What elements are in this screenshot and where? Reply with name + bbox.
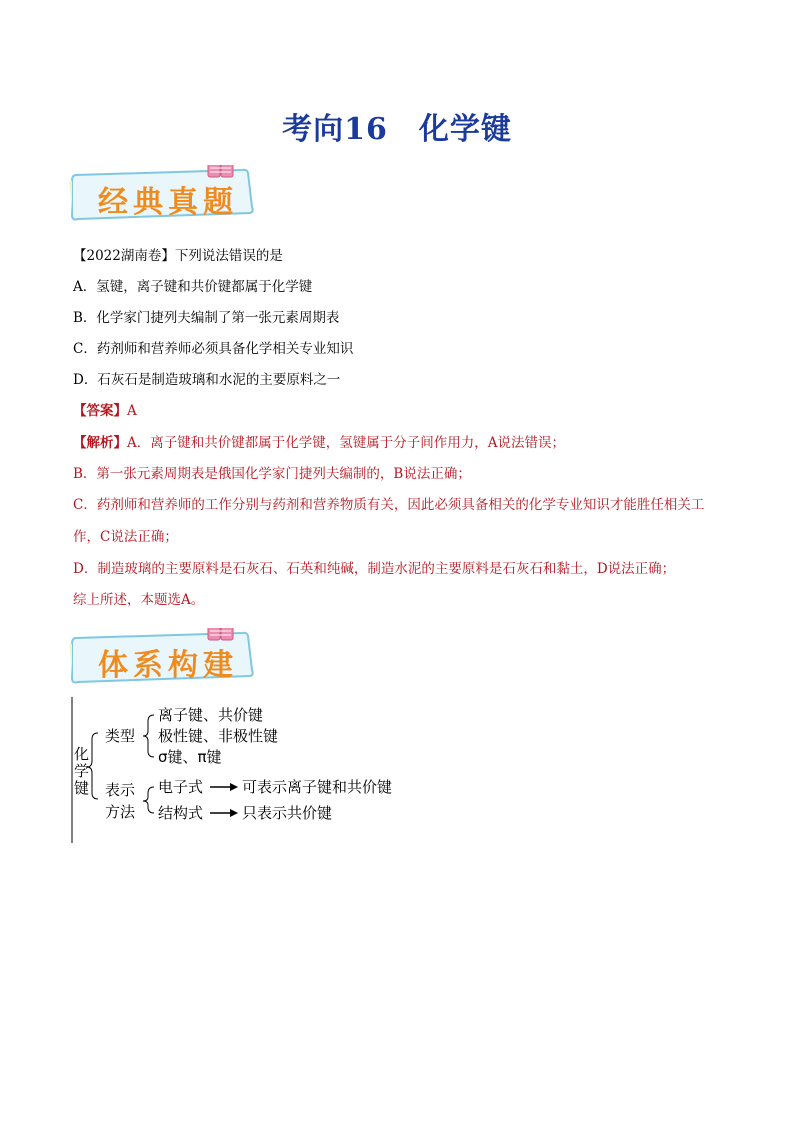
banner-title: 经典真题 bbox=[98, 185, 238, 220]
answer-line bbox=[73, 402, 137, 420]
analysis-line-5: D．制造玻璃的主要原料是石灰石、石英和纯碱，制造水泥的主要原料是石灰石和黏土，D说法正确； bbox=[73, 561, 676, 577]
type-item-3: σ键、π键 bbox=[158, 748, 222, 766]
repr-item-2-name: 结构式 bbox=[158, 804, 204, 822]
banner-title: 体系构建 bbox=[98, 648, 238, 683]
analysis-line-3: C．药剂师和营养师的工作分别与药剂和营养物质有关，因此必须具备相关的化学专业知识才能胜任相关工 bbox=[73, 497, 705, 513]
option-c: C．药剂师和营养师必须具备化学相关专业知识 bbox=[73, 341, 354, 357]
option-d: D．石灰石是制造玻璃和水泥的主要原料之一 bbox=[73, 372, 341, 388]
analysis-line-4: 作，C说法正确； bbox=[73, 529, 178, 545]
option-a: A．氢键，离子键和共价键都属于化学键 bbox=[73, 279, 313, 295]
analysis-line-1 bbox=[73, 434, 565, 452]
section-banner-system bbox=[68, 628, 258, 688]
answer-value: A bbox=[127, 403, 137, 419]
analysis-line-2: B．第一张元素周期表是俄国化学家门捷列夫编制的，B说法正确； bbox=[73, 466, 471, 482]
answer-label: 【答案】 bbox=[73, 403, 127, 419]
concept-diagram bbox=[70, 697, 410, 843]
type-item-2: 极性键、非极性键 bbox=[158, 727, 279, 745]
section-banner-classic bbox=[68, 165, 258, 225]
root-char-1: 化 bbox=[74, 745, 90, 763]
root-char-2: 学 bbox=[74, 762, 90, 780]
option-b: B．化学家门捷列夫编制了第一张元素周期表 bbox=[73, 310, 340, 326]
analysis-line-6: 综上所述，本题选A。 bbox=[73, 592, 205, 608]
branch-repr-label-2: 方法 bbox=[105, 803, 136, 821]
branch-type-label: 类型 bbox=[105, 727, 136, 745]
analysis-text-1: A．离子键和共价键都属于化学键，氢键属于分子间作用力，A说法错误； bbox=[127, 435, 565, 451]
branch-repr-label-1: 表示 bbox=[105, 781, 136, 799]
root-char-3: 键 bbox=[74, 779, 90, 797]
page-title: 考向16 化学键 bbox=[282, 112, 512, 147]
repr-item-1-desc: 可表示离子键和共价键 bbox=[242, 778, 393, 796]
repr-item-1-name: 电子式 bbox=[158, 778, 204, 796]
repr-item-2-desc: 只表示共价键 bbox=[242, 804, 333, 822]
type-item-1: 离子键、共价键 bbox=[158, 706, 264, 724]
question-stem: 【2022湖南卷】下列说法错误的是 bbox=[73, 248, 283, 264]
analysis-label: 【解析】 bbox=[73, 435, 127, 451]
